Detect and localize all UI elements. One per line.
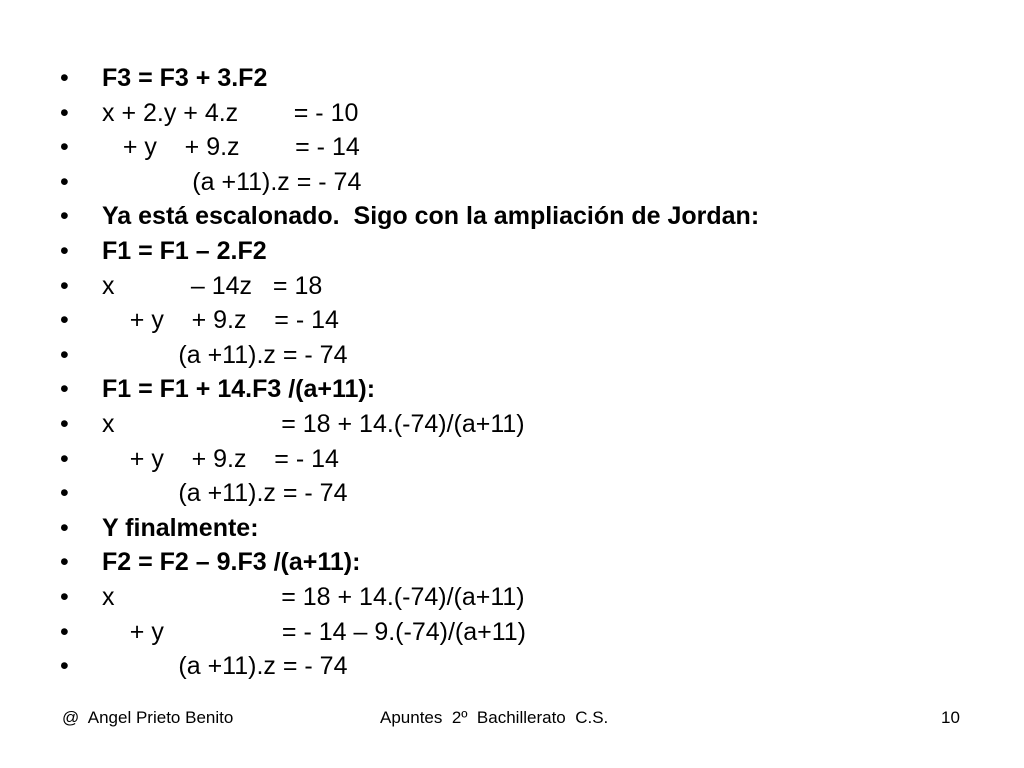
bullet-text: + y = - 14 – 9.(-74)/(a+11) [102, 617, 527, 646]
bullet-text: (a +11).z = - 74 [102, 340, 348, 369]
bullet-icon: • [60, 410, 69, 438]
bullet-text: + y + 9.z = - 14 [102, 444, 339, 473]
bullet-icon: • [60, 375, 69, 404]
bullet-text: F2 = F2 – 9.F3 /(a+11): [102, 548, 361, 577]
bullet-icon: • [60, 340, 69, 369]
bullet-text: F3 = F3 + 3.F2 [102, 64, 268, 92]
bullet-icon: • [60, 98, 69, 127]
bullet-text: Ya está escalonado. Sigo con la ampliación de Jordan: [102, 202, 760, 231]
bullet-icon: • [60, 617, 69, 646]
bullet-text: (a +11).z = - 74 [102, 479, 348, 508]
bullet-text: (a +11).z = - 74 [102, 652, 348, 681]
bullet-icon: • [60, 202, 69, 231]
bullet-text: F1 = F1 + 14.F3 /(a+11): [102, 375, 376, 404]
bullet-icon: • [60, 133, 69, 162]
bullet-icon: • [60, 271, 69, 300]
bullet-text: + y + 9.z = - 14 [102, 306, 339, 335]
bullet-icon: • [60, 513, 69, 542]
bullet-icon: • [60, 479, 69, 508]
bullet-text: x + 2.y + 4.z = - 10 [102, 98, 359, 127]
bullet-text: Y finalmente: [102, 513, 259, 542]
footer-course: Apuntes 2º Bachillerato C.S. [380, 708, 609, 727]
bullet-text: + y + 9.z = - 14 [102, 133, 360, 162]
bullet-text: x – 14z = 18 [102, 271, 323, 300]
bullet-icon: • [60, 167, 69, 196]
bullet-text: F1 = F1 – 2.F2 [102, 237, 267, 265]
bullet-text: x = 18 + 14.(-74)/(a+11) [102, 583, 525, 611]
bullet-text: (a +11).z = - 74 [102, 167, 362, 196]
bullet-icon: • [60, 652, 69, 681]
bullet-icon: • [60, 64, 69, 92]
bullet-icon: • [60, 583, 69, 611]
bullet-icon: • [60, 548, 69, 577]
footer-author: @ Angel Prieto Benito [62, 708, 234, 727]
bullet-text: x = 18 + 14.(-74)/(a+11) [102, 410, 525, 438]
bullet-icon: • [60, 237, 69, 265]
footer-page-number: 10 [941, 708, 960, 727]
bullet-icon: • [60, 306, 69, 335]
bullet-icon: • [60, 444, 69, 473]
